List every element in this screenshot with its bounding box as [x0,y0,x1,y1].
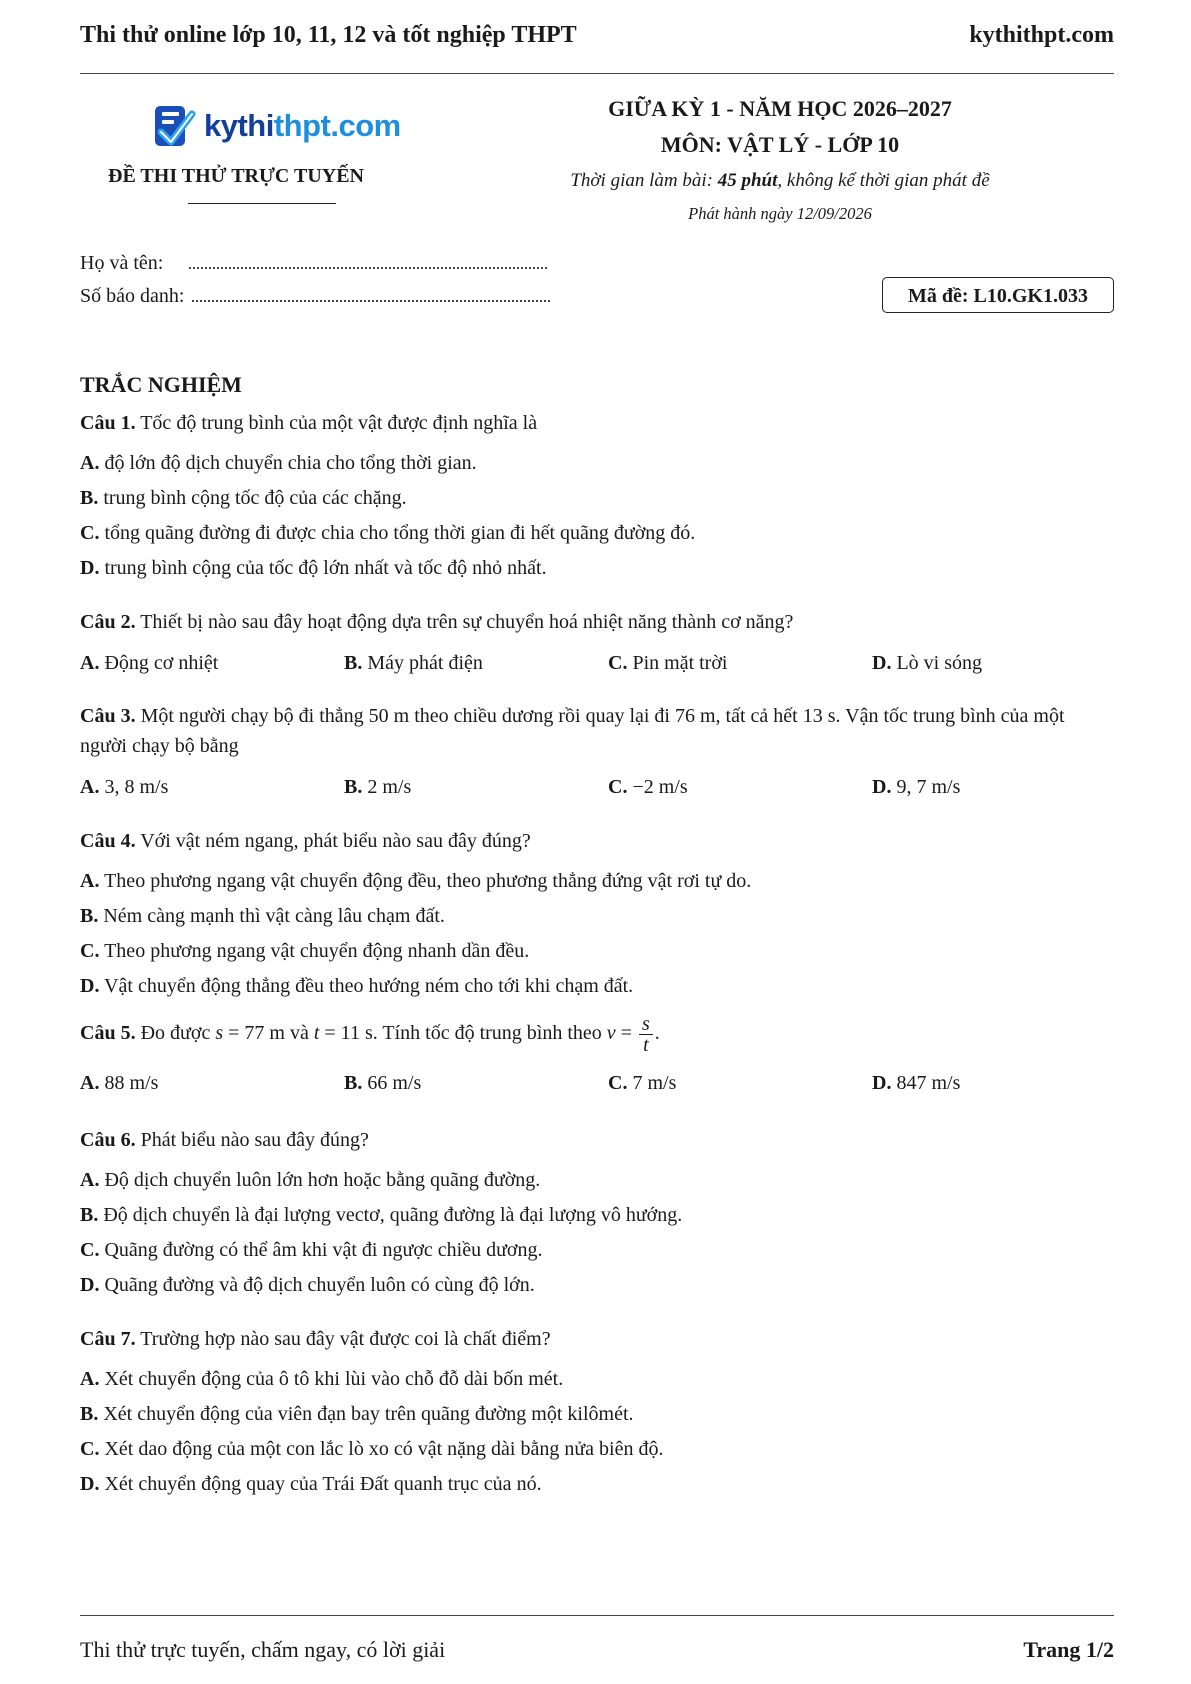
option-label: C. [80,1438,100,1460]
question-text: Tốc độ trung bình của một vật được định nghĩa là [140,412,538,434]
time-value: 45 phút [717,170,778,191]
option-3d[interactable] [872,776,960,799]
question-label: Câu 7. [80,1328,136,1350]
page-number: Trang 1/2 [1023,1637,1114,1662]
option-label: C. [80,940,100,962]
question-1 [80,408,1114,438]
option-6d[interactable] [80,1274,535,1297]
option-1d[interactable] [80,557,547,580]
option-text: Quãng đường có thể âm khi vật đi ngược chiều dương. [104,1239,543,1261]
option-label: B. [344,776,363,798]
option-text: Quãng đường và độ dịch chuyển luôn có cùng độ lớn. [104,1274,535,1296]
option-text: trung bình cộng tốc độ của các chặng. [103,487,407,509]
option-text: 2 m/s [367,776,412,798]
option-text: Máy phát điện [367,652,483,674]
option-text: độ lớn độ dịch chuyển chia cho tổng thời gian. [104,452,477,474]
option-7c[interactable] [80,1438,663,1461]
question-text: . [654,1022,660,1045]
option-3b[interactable] [344,776,411,799]
question-text: Trường hợp nào sau đây vật được coi là chất điểm? [140,1328,551,1350]
option-label: D. [872,1072,892,1094]
option-text: Vật chuyển động thẳng đều theo hướng ném cho tới khi chạm đất. [104,975,634,997]
question-4 [80,826,1114,856]
option-5b[interactable] [344,1072,421,1095]
student-id-field[interactable] [80,285,550,308]
exam-time [550,170,1010,192]
option-label: B. [80,905,99,927]
math-symbol-v: v [606,1022,616,1045]
question-text: = 11 s. Tính tốc độ trung bình theo [319,1022,607,1045]
header-left-text: Thi thử online lớp 10, 11, 12 và tốt nghiệp THPT [80,22,577,48]
option-label: B. [80,1403,99,1425]
question-text: = [615,1022,637,1045]
option-label: B. [80,487,99,509]
student-name-dots[interactable] [189,261,547,269]
option-label: A. [80,1169,100,1191]
option-label: A. [80,776,100,798]
option-label: D. [80,975,100,997]
option-text: Động cơ nhiệt [104,652,219,674]
option-1a[interactable] [80,452,477,475]
question-5 [80,1014,1114,1055]
option-2b[interactable] [344,652,483,675]
option-text: Theo phương ngang vật chuyển động đều, theo phương thẳng đứng vật rơi tự do. [104,870,752,892]
page-header [80,22,1114,56]
option-5a[interactable] [80,1072,158,1095]
option-label: D. [80,557,100,579]
option-7d[interactable] [80,1473,542,1496]
option-label: D. [872,652,892,674]
exam-release-date: Phát hành ngày 12/09/2026 [688,204,872,223]
option-5c[interactable] [608,1072,676,1095]
option-6c[interactable] [80,1239,543,1262]
option-text: 7 m/s [632,1072,677,1094]
question-label: Câu 6. [80,1129,136,1151]
question-text: = 77 m và [223,1022,314,1045]
exam-page [80,0,1114,1684]
math-symbol-t: t [313,1022,320,1045]
option-text: 66 m/s [367,1072,422,1094]
question-text: Thiết bị nào sau đây hoạt động dựa trên sự chuyển hoá nhiệt năng thành cơ năng? [140,611,794,633]
time-prefix: Thời gian làm bài: [570,170,718,191]
question-text: Đo được [140,1022,216,1045]
option-1b[interactable] [80,487,407,510]
section-title: TRẮC NGHIỆM [80,372,242,397]
option-label: A. [80,1072,100,1094]
student-id-dots[interactable] [192,294,550,302]
question-text: Một người chạy bộ đi thẳng 50 m theo chiều dương rồi quay lại đi 76 m, tất cả hết 13 s. Vận tốc trung bình của một người chạy bộ bằng [80,705,1065,757]
option-label: C. [608,652,628,674]
option-3a[interactable] [80,776,168,799]
question-label: Câu 1. [80,412,136,434]
student-id-label: Số báo danh: [80,285,185,307]
time-suffix: , không kể thời gian phát đề [777,170,990,191]
option-label: C. [80,522,100,544]
option-text: Xét chuyển động của viên đạn bay trên quãng đường một kilômét. [103,1403,634,1425]
option-text: Theo phương ngang vật chuyển động nhanh dần đều. [104,940,530,962]
option-2d[interactable] [872,652,982,675]
option-text: 88 m/s [104,1072,159,1094]
option-6b[interactable] [80,1204,682,1227]
option-text: Lò vi sóng [896,652,983,674]
option-label: B. [344,652,363,674]
question-label: Câu 5. [80,1022,136,1045]
question-7 [80,1324,1114,1354]
option-label: D. [872,776,892,798]
option-label: B. [80,1204,99,1226]
question-2 [80,607,1114,637]
option-text: trung bình cộng của tốc độ lớn nhất và tốc độ nhỏ nhất. [104,557,547,579]
fraction-denominator: t [643,1034,649,1056]
option-label: A. [80,1368,100,1390]
option-label: D. [80,1473,100,1495]
exam-type-underline [188,203,336,204]
option-4a[interactable] [80,870,751,893]
option-text: 9, 7 m/s [896,776,961,798]
option-label: D. [80,1274,100,1296]
option-4d[interactable] [80,975,633,998]
option-text: −2 m/s [632,776,688,798]
option-text: Độ dịch chuyển luôn lớn hơn hoặc bằng quãng đường. [104,1169,541,1191]
question-label: Câu 2. [80,611,136,633]
speed-fraction [639,1014,653,1055]
logo-check-icon [152,102,198,152]
question-label: Câu 4. [80,830,136,852]
header-divider [80,73,1114,74]
option-5d[interactable] [872,1072,960,1095]
option-text: Xét chuyển động quay của Trái Đất quanh trục của nó. [104,1473,542,1495]
option-label: B. [344,1072,363,1094]
option-label: C. [80,1239,100,1261]
option-3c[interactable] [608,776,688,799]
exam-subject: MÔN: VẬT LÝ - LỚP 10 [660,132,900,157]
exam-code-box: Mã đề: L10.GK1.033 [882,277,1114,313]
option-6a[interactable] [80,1169,540,1192]
question-text: Với vật ném ngang, phát biểu nào sau đây đúng? [140,830,531,852]
student-name-field[interactable] [80,252,547,275]
option-text: Ném càng mạnh thì vật càng lâu chạm đất. [103,905,445,927]
option-text: tổng quãng đường đi được chia cho tổng thời gian đi hết quãng đường đó. [104,522,696,544]
option-label: A. [80,870,100,892]
header-site-link[interactable]: kythithpt.com [969,22,1114,48]
option-text: Pin mặt trời [632,652,728,674]
option-7b[interactable] [80,1403,634,1426]
option-4b[interactable] [80,905,445,928]
question-label: Câu 3. [80,705,136,727]
option-2c[interactable] [608,652,727,675]
option-label: A. [80,652,100,674]
option-4c[interactable] [80,940,529,963]
logo-part2: thpt.com [273,108,401,143]
site-logo [152,102,402,158]
footer-slogan: Thi thử trực tuyến, chấm ngay, có lời giải [80,1637,446,1662]
logo-part1: kythi [204,108,274,143]
student-name-label: Họ và tên: [80,252,164,274]
logo-wordmark [204,108,401,144]
exam-title: GIỮA KỲ 1 - NĂM HỌC 2026–2027 [608,96,952,121]
math-symbol-s: s [215,1022,224,1045]
option-text: 3, 8 m/s [104,776,169,798]
option-text: Xét chuyển động của ô tô khi lùi vào chỗ đỗ dài bốn mét. [104,1368,564,1390]
question-text: Phát biểu nào sau đây đúng? [140,1129,369,1151]
footer-divider [80,1615,1114,1616]
exam-type-label: ĐỀ THI THỬ TRỰC TUYẾN [108,165,364,187]
option-7a[interactable] [80,1368,563,1391]
question-3 [80,701,1114,761]
option-1c[interactable] [80,522,695,545]
option-label: C. [608,1072,628,1094]
question-6 [80,1125,1114,1155]
option-label: C. [608,776,628,798]
option-2a[interactable] [80,652,218,675]
option-text: Xét dao động của một con lắc lò xo có vật nặng dài bằng nửa biên độ. [104,1438,664,1460]
option-text: Độ dịch chuyển là đại lượng vectơ, quãng đường là đại lượng vô hướng. [103,1204,683,1226]
fraction-numerator: s [639,1014,653,1035]
option-label: A. [80,452,100,474]
option-text: 847 m/s [896,1072,961,1094]
